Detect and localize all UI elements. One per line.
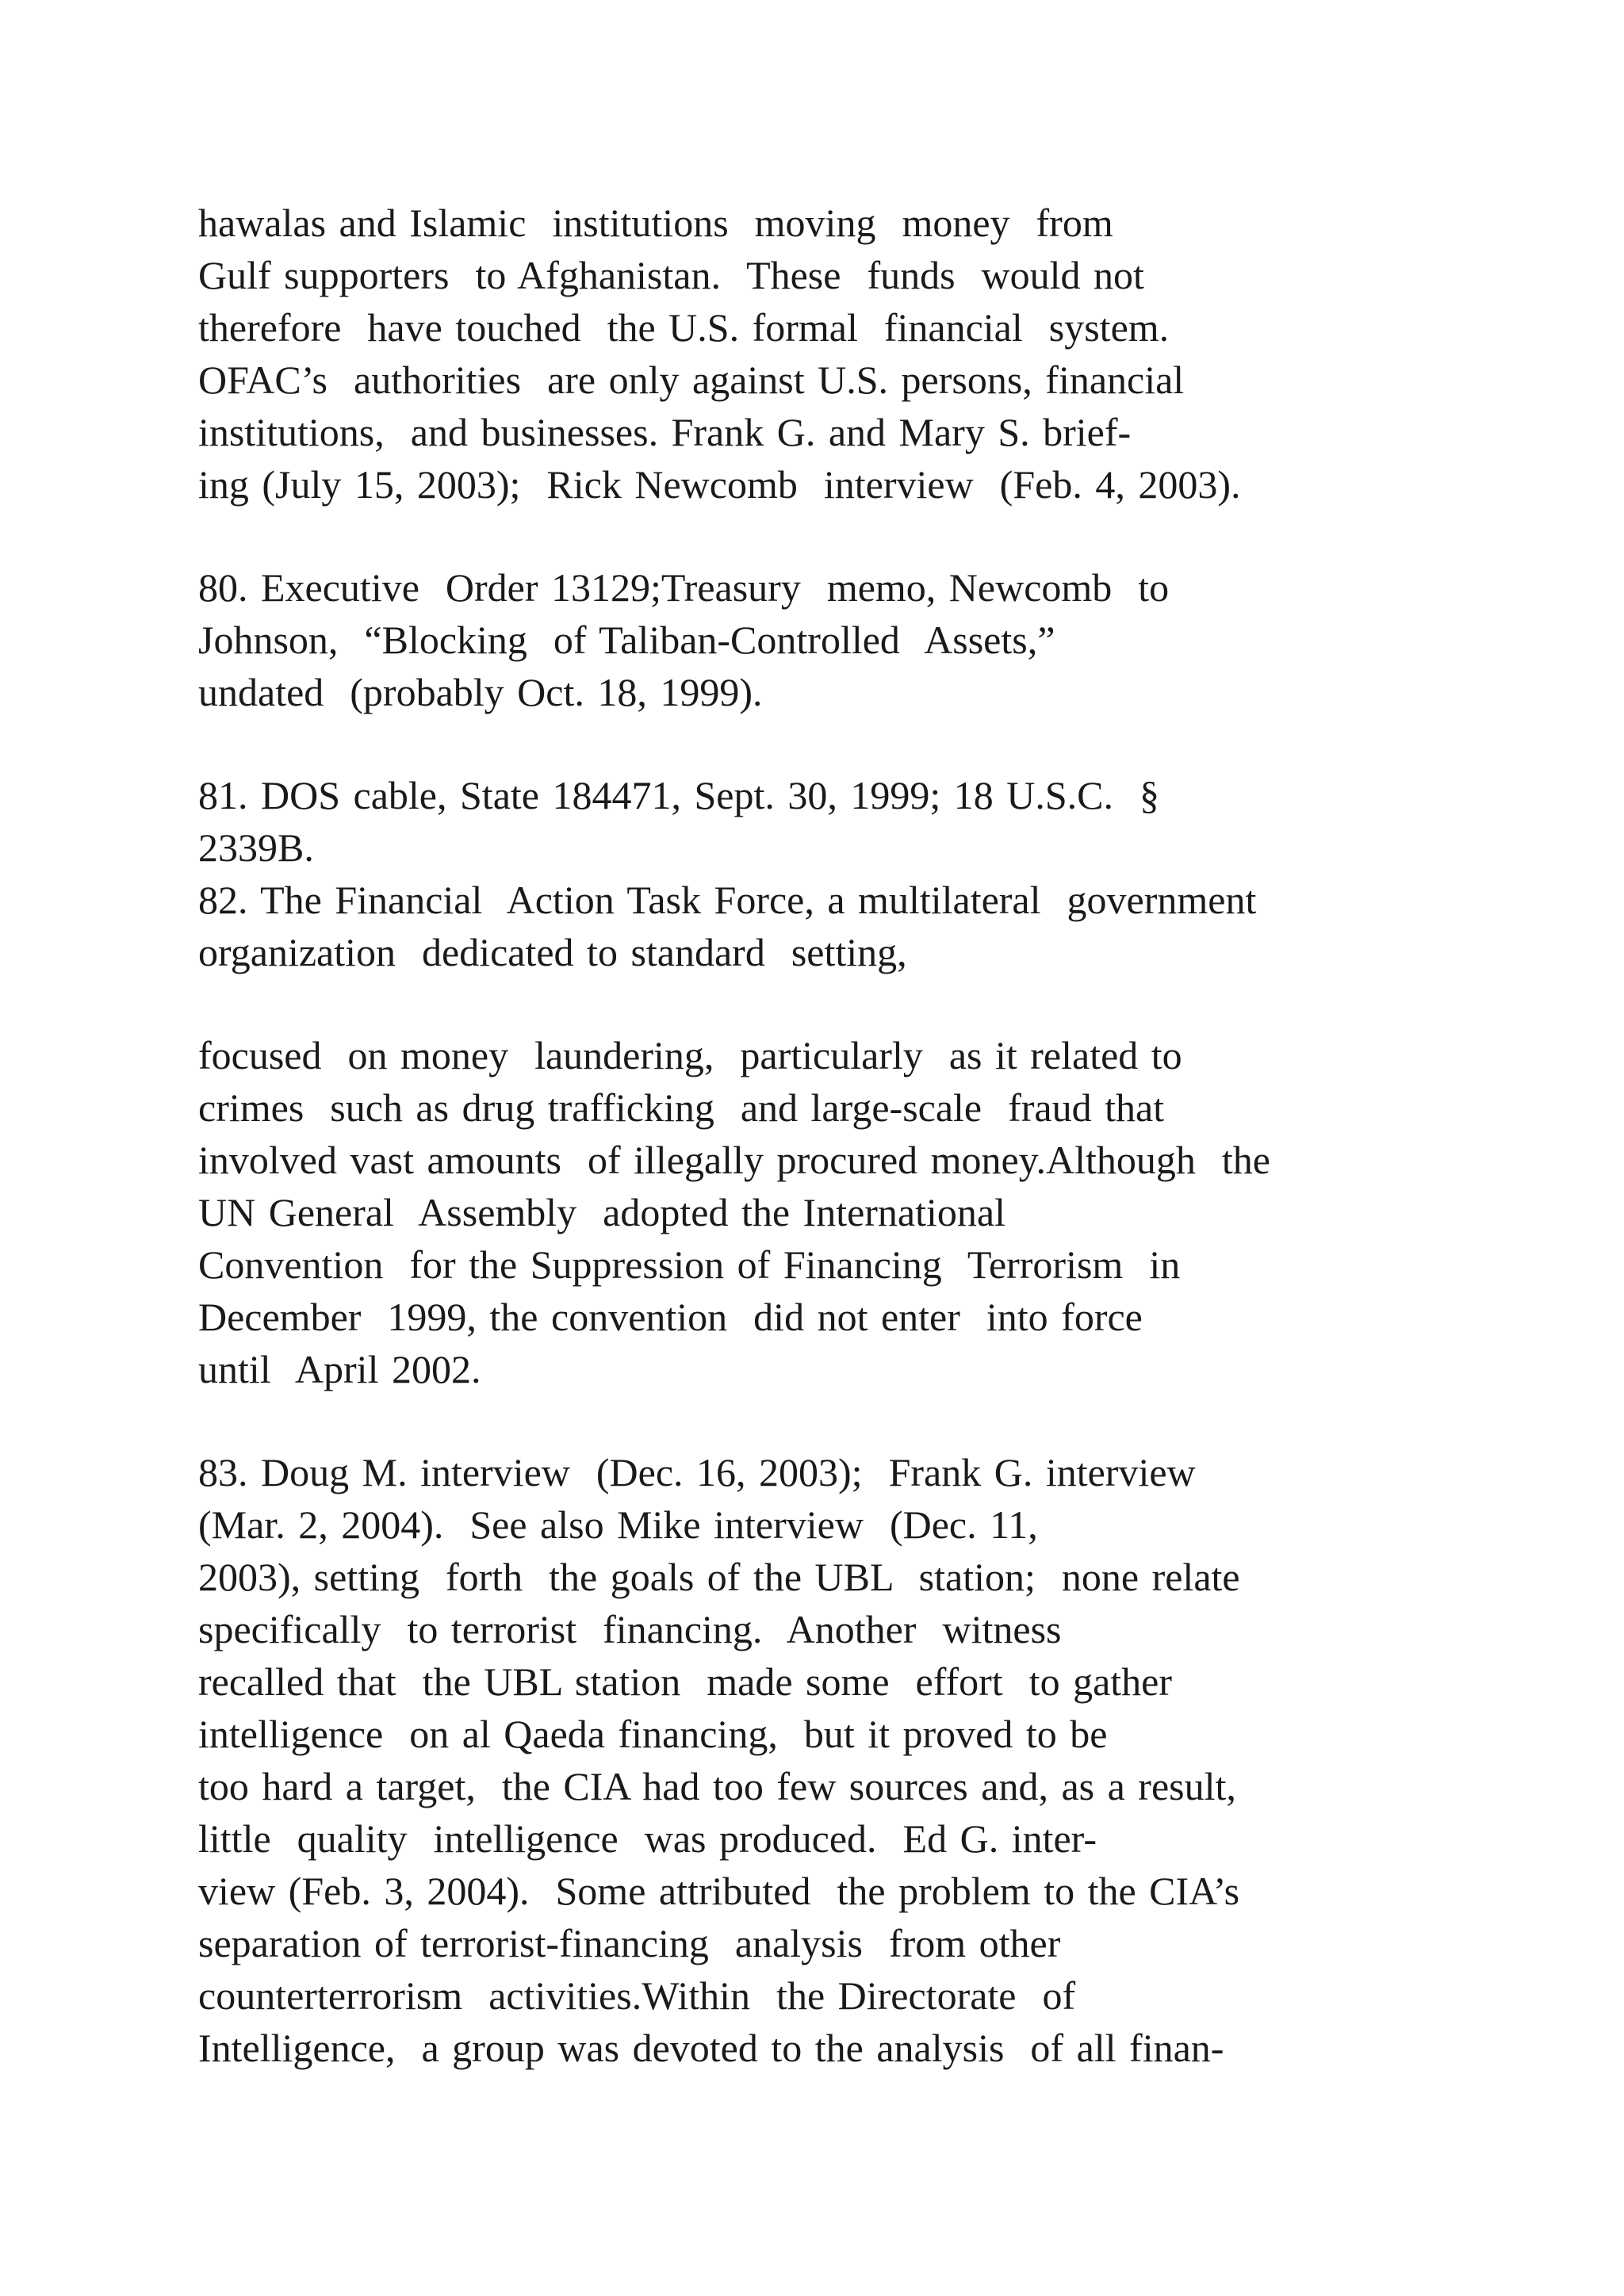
text-line: undated (probably Oct. 18, 1999).	[198, 670, 763, 714]
text-line: 82. The Financial Action Task Force, a multilateral government	[198, 878, 1257, 922]
text-line: view (Feb. 3, 2004). Some attributed the problem to the CIA’s	[198, 1869, 1240, 1913]
endnotes-text	[198, 197, 1499, 2074]
endnotes-81-82	[198, 769, 1499, 978]
text-line: December 1999, the convention did not enter into force	[198, 1295, 1143, 1339]
paragraph-gap	[198, 718, 1499, 769]
text-line: 2339B.	[198, 825, 314, 870]
text-line: Gulf supporters to Afghanistan. These funds would not	[198, 253, 1144, 297]
text-line: specifically to terrorist financing. Another witness	[198, 1607, 1062, 1651]
endnote-83	[198, 1446, 1499, 2074]
text-line: 2003), setting forth the goals of the UBL station; none relate	[198, 1555, 1240, 1599]
text-line: involved vast amounts of illegally procured money.Although the	[198, 1138, 1270, 1182]
endnote-80	[198, 561, 1499, 718]
text-line: OFAC’s authorities are only against U.S. persons, financial	[198, 358, 1185, 402]
text-line: institutions, and businesses. Frank G. and Mary S. brief-	[198, 410, 1132, 454]
text-line: recalled that the UBL station made some effort to gather	[198, 1659, 1173, 1704]
text-line: little quality intelligence was produced. Ed G. inter-	[198, 1816, 1097, 1861]
paragraph-gap	[198, 978, 1499, 1029]
text-line: 80. Executive Order 13129;Treasury memo, Newcomb to	[198, 565, 1170, 610]
endnote-82-continuation	[198, 1029, 1499, 1395]
text-line: Convention for the Suppression of Financing Terrorism in	[198, 1242, 1181, 1287]
paragraph-gap	[198, 1395, 1499, 1446]
text-line: Intelligence, a group was devoted to the analysis of all finan-	[198, 2026, 1224, 2070]
text-line: ing (July 15, 2003); Rick Newcomb interview (Feb. 4, 2003).	[198, 462, 1241, 507]
text-line: intelligence on al Qaeda financing, but it proved to be	[198, 1712, 1108, 1756]
text-line: until April 2002.	[198, 1347, 481, 1391]
text-line: 83. Doug M. interview (Dec. 16, 2003); Frank G. interview	[198, 1450, 1196, 1494]
text-line: Johnson, “Blocking of Taliban-Controlled Assets,”	[198, 618, 1055, 662]
text-line: too hard a target, the CIA had too few sources and, as a result,	[198, 1764, 1236, 1808]
text-line: crimes such as drug trafficking and large-scale fraud that	[198, 1085, 1165, 1130]
text-line: separation of terrorist-financing analysis from other	[198, 1921, 1061, 1965]
text-line: therefore have touched the U.S. formal financial system.	[198, 305, 1170, 350]
text-line: counterterrorism activities.Within the Directorate of	[198, 1973, 1076, 2018]
endnote-79-continuation	[198, 197, 1499, 511]
text-line: organization dedicated to standard setting,	[198, 930, 907, 974]
text-line: focused on money laundering, particularly as it related to	[198, 1033, 1182, 1077]
text-line: 81. DOS cable, State 184471, Sept. 30, 1999; 18 U.S.C. §	[198, 773, 1160, 817]
text-line: (Mar. 2, 2004). See also Mike interview (Dec. 11,	[198, 1502, 1038, 1547]
text-line: hawalas and Islamic institutions moving money from	[198, 201, 1113, 245]
paragraph-gap	[198, 511, 1499, 561]
text-line: UN General Assembly adopted the International	[198, 1190, 1005, 1234]
